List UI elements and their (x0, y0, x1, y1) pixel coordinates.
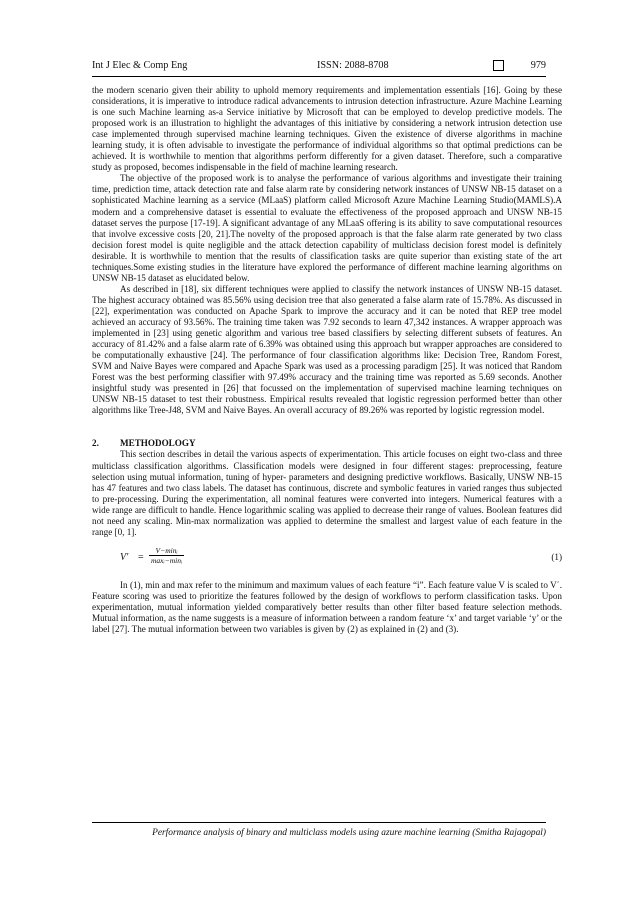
methodology-paragraph-1: This section describes in detail the various aspects of experimentation. This article focuses on eight two-class and three multiclass classification algorithms. Classification models were designed in four different stages: preprocessing, feature selection using mutual information, tuning of hyper- parameters and designing predictive workflows. Basically, UNSW NB-15 has 47 features and two class labels. The dataset has continuous, discrete and symbolic features in varied ranges thus subjected to pre-processing. During the experimentation, all nominal features were converted into integers. Numerical features with a wide range are difficult to handle. Hence logarithmic scaling was applied to decrease their range of values. Boolean features did not need any scaling. Min-max normalization was applied to determine the smallest and largest value of each feature in the range [0, 1]. (92, 449, 562, 537)
equation-number: (1) (551, 551, 562, 562)
running-footer: Performance analysis of binary and multiclass models using azure machine learning (Smitha Rajagopal) (92, 822, 546, 838)
running-header (92, 58, 546, 77)
section-title: METHODOLOGY (120, 438, 196, 449)
equation-numerator: V−minᵢ (149, 546, 184, 556)
equation-1 (92, 546, 562, 570)
body-text (92, 85, 562, 635)
paragraph-2: The objective of the proposed work is to analyse the performance of various algorithms and investigate their training time, prediction time, attack detection rate and false alarm rate by considering network instances of UNSW NB-15 dataset on a sophisticated Machine learning as a service (MLaaS) platform called Microsoft Azure Machine Learning Studio(MAMLS).A modern and a comprehensive dataset is essential to evaluate the effectiveness of the proposed approach and UNSW NB-15 dataset serves the purpose [17-19]. A significant advantage of any MLaaS offering is its ability to save computational resources that involve excessive costs [20, 21].The novelty of the proposed approach is that the false alarm rate generated by two class decision forest model is quite negligible and the attack detection capability of multiclass decision forest model is definitely desirable. It is worthwhile to mention that the results of classification tasks are quite superior than existing state of the art techniques.Some existing studies in the literature have explored the performance of different machine learning algorithms on UNSW NB-15 dataset as elucidated below. (92, 173, 562, 283)
equation-denominator: maxᵢ−minᵢ (151, 555, 183, 565)
methodology-paragraph-2: In (1), min and max refer to the minimum and maximum values of each feature “i”. Each feature value V is scaled to V΄. Feature scoring was used to prioritize the features followed by the design of workflows to perform classification tasks. Upon experimentation, mutual information yielded comparatively better results than other filter based feature selection methods. Mutual information, as the name suggests is a measure of information between a random feature ‘x’ and target variable ‘y’ or the label [27]. The mutual information between two variables is given by (2) as explained in (2) and (3). (92, 579, 562, 635)
issn: ISSN: 2088-8708 (317, 60, 389, 71)
page-number: 979 (530, 60, 546, 71)
paragraph-3: As described in [18], six different techniques were applied to classify the network instances of UNSW NB-15 dataset. The highest accuracy obtained was 85.56% using decision tree that also generated a false alarm rate of 15.78%. As discussed in [22], experimentation was conducted on Apache Spark to improve the accuracy and it can be noted that REP tree model achieved an accuracy of 93.56%. The training time taken was 7.92 seconds to learn 47,342 instances. A wrapper approach was implemented in [23] using genetic algorithm and various tree based classifiers by selecting different subsets of features. An accuracy of 81.42% and a false alarm rate of 6.39% was obtained using this approach but wrapper approaches are considered to be computationally exhaustive [24]. The performance of four classification algorithms like: Decision Tree, Random Forest, SVM and Naive Bayes were compared and Apache Spark was used as a processing paradigm [25]. It was noticed that Random Forest was the best performing classifier with 97.49% accuracy and the training time was reported as 5.69 seconds. Another insightful study was presented in [26] that focussed on the implementation of supervised machine learning techniques on UNSW NB-15 dataset to test their robustness. Empirical results revealed that logistic regression performed better than other algorithms like Tree-J48, SVM and Naive Bayes. An overall accuracy of 89.26% was reported by logistic regression model. (92, 283, 562, 416)
equation-equals: = (138, 551, 144, 563)
equation-fraction (149, 546, 184, 565)
equation-lhs: V′ (120, 551, 129, 563)
section-heading (92, 438, 562, 449)
section-number: 2. (92, 438, 99, 449)
paragraph-1: the modern scenario given their ability to uphold memory requirements and implementation essentials [16]. Going by these considerations, it is imperative to introduce radical advancements to intrusion detection infrastructure. Azure Machine Learning is one such Machine learning as-a Service initiative by Microsoft that can be employed to develop predictive models. The proposed work is an illustration to highlight the advantages of this initiative by considering a network intrusion detection use case implemented through supervised machine learning techniques. Given the existence of diverse algorithms in machine learning study, it is often advisable to investigate the performance of individual algorithms so that optimal predictions can be achieved. It is worthwhile to mention that algorithms perform differently for a given dataset. Therefore, such a comparative study as proposed, becomes indispensable in the field of machine learning research. (92, 85, 562, 173)
journal-name: Int J Elec & Comp Eng (92, 60, 188, 71)
square-bullet-icon (493, 60, 504, 71)
